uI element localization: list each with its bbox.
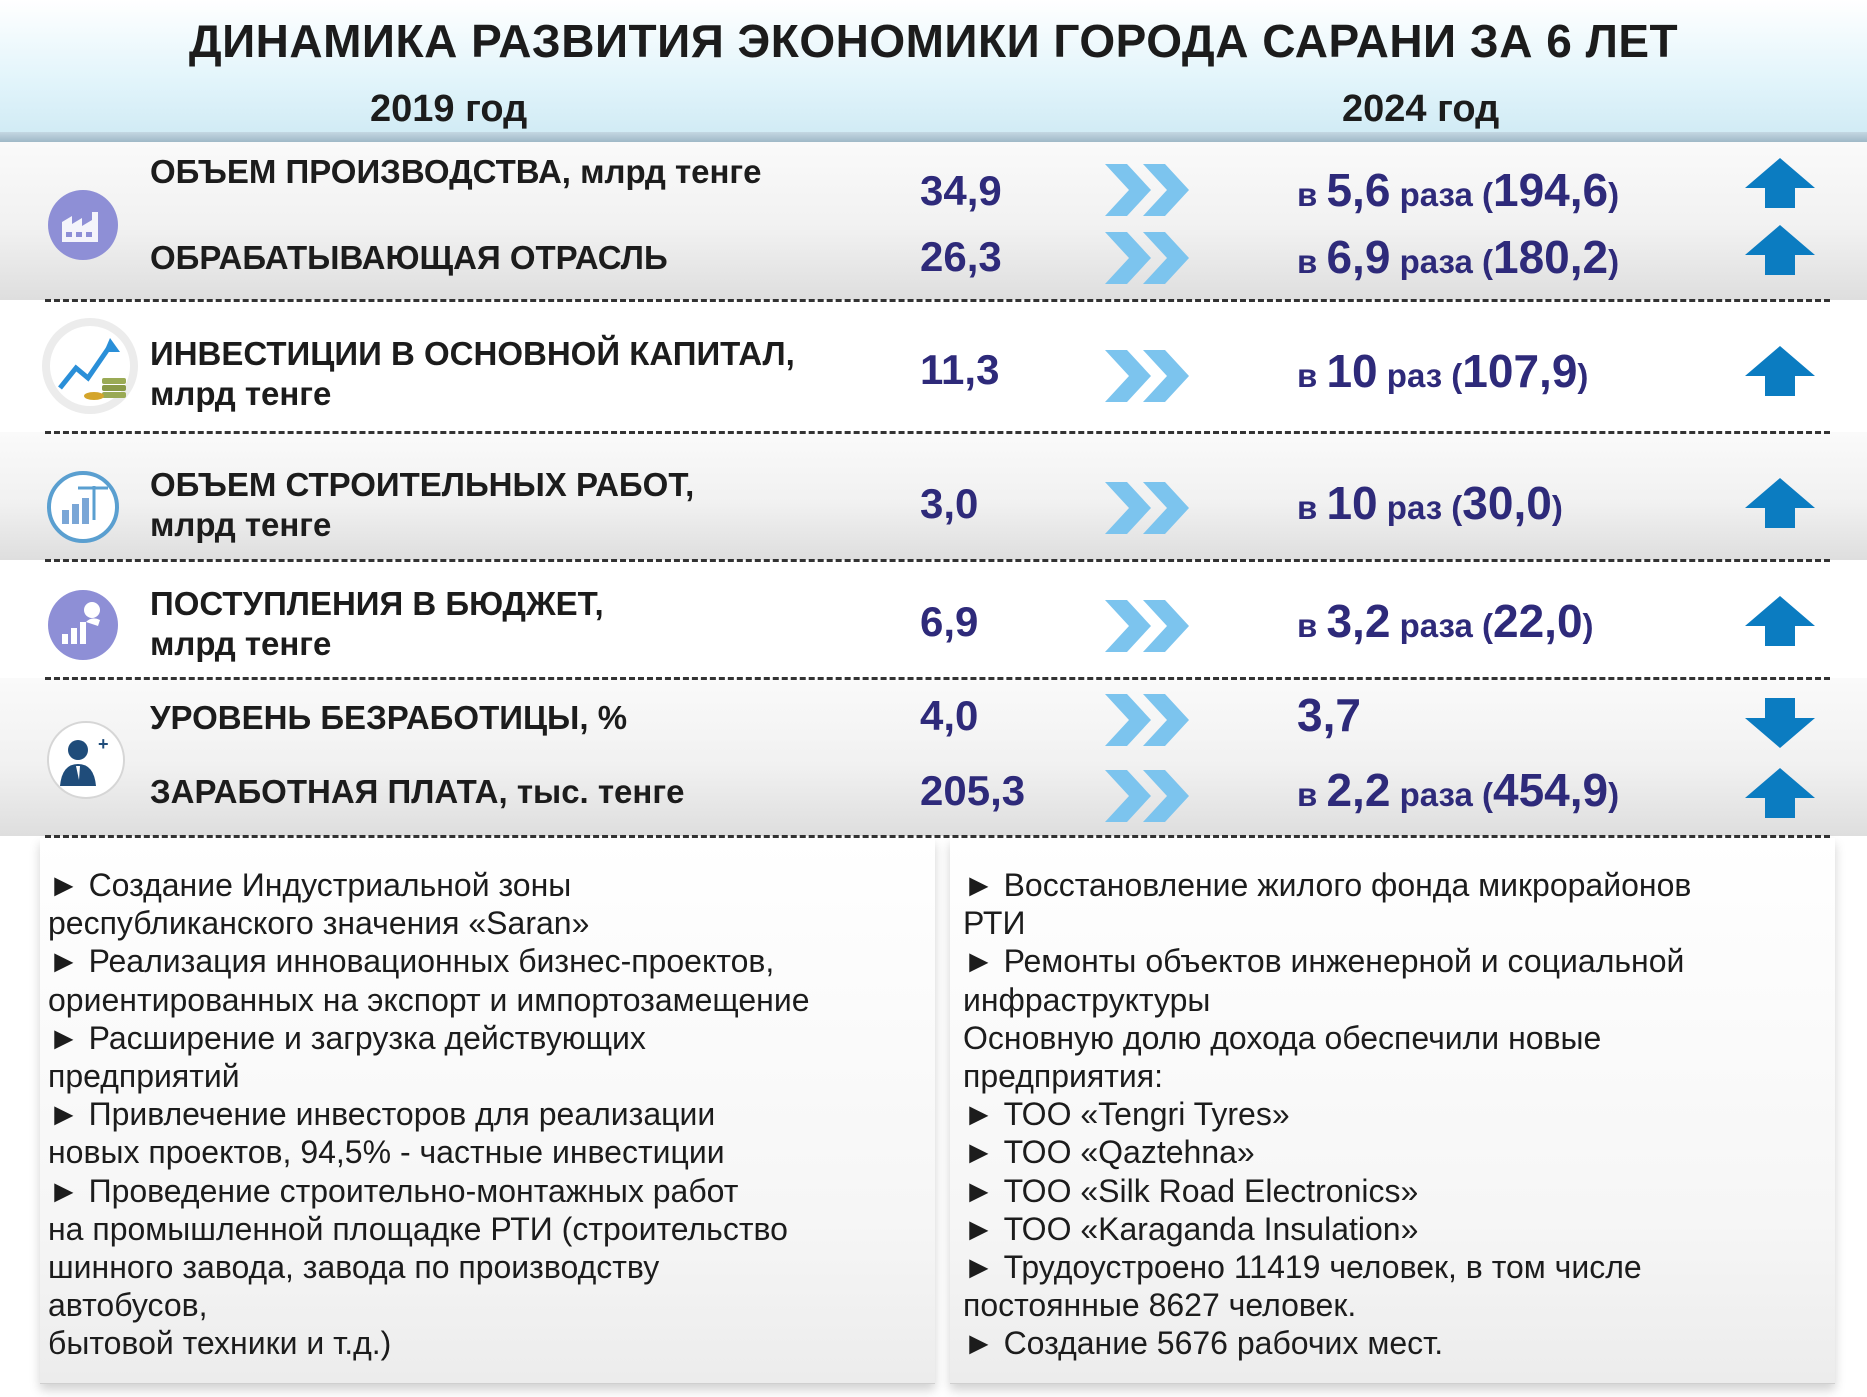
note-line: ► Создание Индустриальной зоны [48,867,572,903]
value-2019-manufacturing: 26,3 [920,233,1002,280]
metric-label-production: ОБЪЕМ ПРОИЗВОДСТВА, млрд тенге [150,153,762,190]
arrow-up-icon [1745,225,1815,283]
arrow-down-icon [1745,690,1815,748]
arrow-up-icon [1745,596,1815,654]
chevron-right-icon [1105,350,1191,402]
note-line: ► Трудоустроено 11419 человек, в том числе [963,1249,1642,1286]
investment-growth-icon [40,316,140,416]
note-line: инфраструктуры [963,981,1211,1018]
note-line: постоянные 8627 человек. [963,1287,1357,1324]
year-2019-heading: 2019 год [370,88,528,130]
value-2019-budget: 6,9 [920,598,979,645]
metric-label-unemployment: УРОВЕНЬ БЕЗРАБОТИЦЫ, % [150,699,628,736]
row-divider [45,677,1830,680]
metric-label-salary: ЗАРАБОТНАЯ ПЛАТА, тыс. тенге [150,773,685,810]
year-2024-heading: 2024 год [1342,88,1500,130]
note-line: автобусов, [48,1287,208,1324]
value-2019-construction: 3,0 [920,480,979,527]
chevron-right-icon [1105,164,1191,216]
arrow-up-icon [1745,478,1815,536]
arrow-up-icon [1745,346,1815,404]
note-line: предприятий [48,1058,240,1095]
note-line: на промышленной площадке РТИ (строительство [48,1210,788,1247]
note-line: ► Расширение и загрузка действующих [48,1019,646,1056]
value-2019-unemployment: 4,0 [920,692,979,739]
metric-label-manufacturing: ОБРАБАТЫВАЮЩАЯ ОТРАСЛЬ [150,239,668,276]
svg-text:+: + [98,734,109,754]
employee-icon [46,720,126,800]
page-title: ДИНАМИКА РАЗВИТИЯ ЭКОНОМИКИ ГОРОДА САРАНИ ЗА 6 ЛЕТ [188,15,1679,67]
note-line: ► ТОО «Tengri Tyres» [963,1096,1290,1133]
value-2024-salary: в 2,2 раза (454,9) [1297,764,1620,816]
arrow-up-icon [1745,158,1815,216]
note-line: ► ТОО «Qaztehna» [963,1134,1255,1171]
note-line: предприятия: [963,1058,1163,1095]
note-line: ► Восстановление жилого фонда микрорайонов [963,867,1692,903]
budget-coins-icon [46,588,120,662]
value-2019-investment: 11,3 [920,346,1000,393]
chevron-right-icon [1105,694,1191,746]
note-line: ► ТОО «Karaganda Insulation» [963,1210,1419,1247]
chevron-right-icon [1105,770,1191,822]
value-2024-investment: в 10 раз (107,9) [1297,345,1589,397]
value-2019-salary: 205,3 [920,767,1026,814]
note-line: ► Проведение строительно-монтажных работ [48,1172,739,1209]
note-line: ► Реализация инновационных бизнес-проектов, [48,943,775,980]
row-divider [45,299,1830,302]
metric-label-construction: ОБЪЕМ СТРОИТЕЛЬНЫХ РАБОТ, млрд тенге [150,466,695,543]
notes-left [48,866,938,1363]
value-2024-budget: в 3,2 раза (22,0) [1297,595,1594,647]
row-divider [45,431,1830,434]
arrow-up-icon [1745,768,1815,826]
note-line: ► ТОО «Silk Road Electronics» [963,1172,1419,1209]
value-2024-construction: в 10 раз (30,0) [1297,477,1563,529]
chevron-right-icon [1105,482,1191,534]
note-line: республиканского значения «Saran» [48,905,590,942]
value-2024-unemployment: 3,7 [1297,689,1361,741]
row-divider [45,559,1830,562]
note-line: шинного завода, завода по производству [48,1249,660,1286]
value-2024-manufacturing: в 6,9 раза (180,2) [1297,231,1620,283]
metric-label-investment: ИНВЕСТИЦИИ В ОСНОВНОЙ КАПИТАЛ, млрд тенге [150,335,795,412]
factory-icon [46,188,120,262]
chevron-right-icon [1105,232,1191,284]
header-rule [0,132,1867,142]
note-line: ► Привлечение инвесторов для реализации [48,1096,716,1133]
note-line: РТИ [963,905,1026,942]
note-line: ► Создание 5676 рабочих мест. [963,1325,1444,1362]
value-2024-production: в 5,6 раза (194,6) [1297,164,1620,216]
note-line: Основную долю дохода обеспечили новые [963,1019,1602,1056]
note-line: ► Ремонты объектов инженерной и социальной [963,943,1685,980]
construction-icon [46,470,120,544]
note-line: бытовой техники и т.д.) [48,1325,392,1362]
note-line: новых проектов, 94,5% - частные инвестиции [48,1134,725,1171]
metric-label-budget: ПОСТУПЛЕНИЯ В БЮДЖЕТ, млрд тенге [150,585,604,662]
notes-right [963,866,1843,1363]
chevron-right-icon [1105,600,1191,652]
value-2019-production: 34,9 [920,167,1002,214]
note-line: ориентированных на экспорт и импортозамещение [48,981,810,1018]
